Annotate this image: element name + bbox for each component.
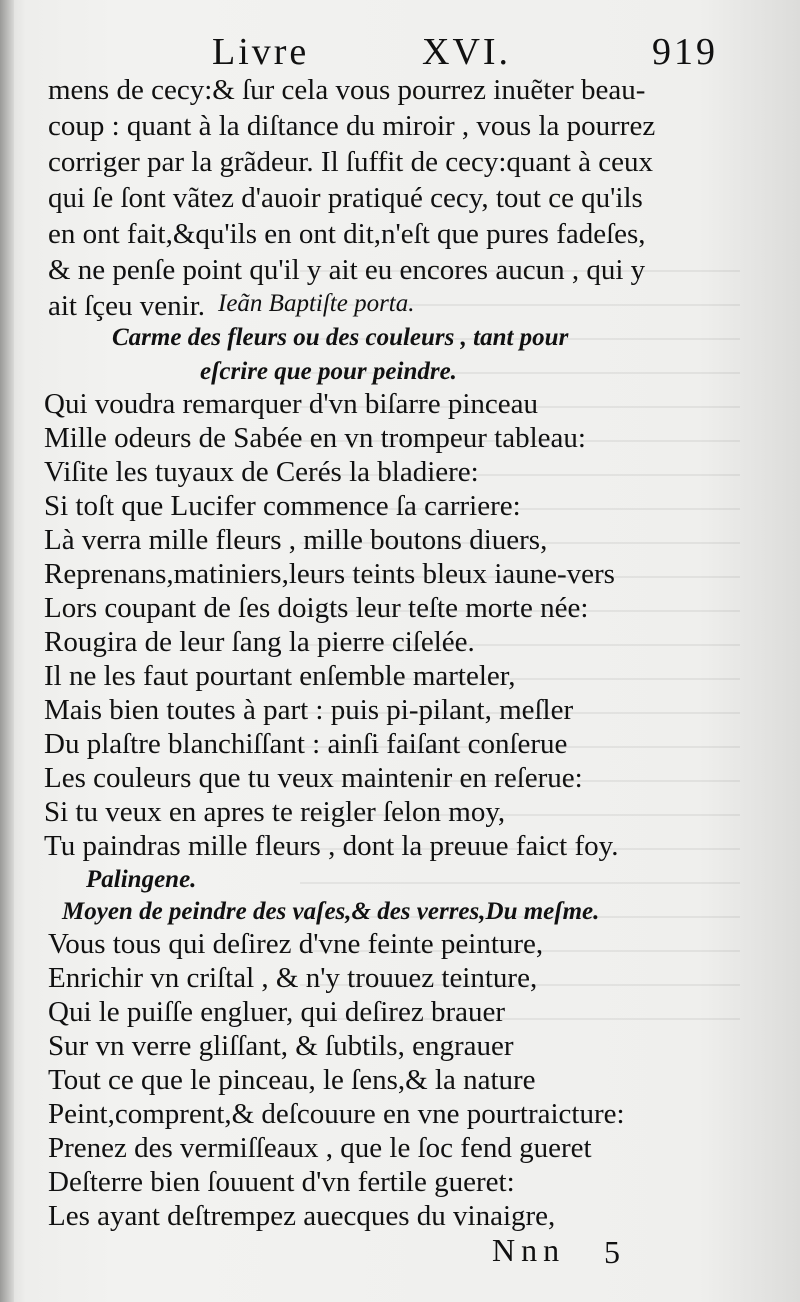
verse-line: Là verra mille fleurs , mille boutons diuers,: [44, 524, 548, 556]
verse-line: Tout ce que le pinceau, le ſens,& la nature: [48, 1064, 536, 1096]
verse-line: Sur vn verre gliſſant, & ſubtils, engrauer: [48, 1030, 514, 1062]
verse-line: Viſite les tuyaux de Cerés la bladiere:: [44, 456, 479, 488]
verse-line: Reprenans,matiniers,leurs teints bleux iaune-vers: [44, 558, 615, 590]
text-line: mens de cecy:& ſur cela vous pourrez inuẽter beau-: [48, 74, 646, 106]
verse-line: Si tu veux en apres te reigler ſelon moy,: [44, 796, 506, 828]
verse-line: Prenez des vermiſſeaux , que le ſoc fend gueret: [48, 1132, 592, 1164]
signature-mark: [492, 1232, 662, 1269]
verse-line: Il ne les faut pourtant enſemble marteler,: [44, 660, 516, 692]
page-number: 919: [652, 31, 718, 73]
verse-line: Deſterre bien ſouuent d'vn fertile gueret:: [48, 1166, 515, 1198]
text-line: coup : quant à la diſtance du miroir , vous la pourrez: [48, 110, 656, 142]
author-attribution: Ieãn Baptiſte porta.: [218, 290, 415, 317]
text-line: corriger par la grãdeur. Il ſuffit de cecy:quant à ceux: [48, 146, 653, 178]
verse-line: Qui voudra remarquer d'vn biſarre pinceau: [44, 388, 538, 420]
verse-line: Rougira de leur ſang la pierre ciſelée.: [44, 626, 475, 658]
verse-line: Mais bien toutes à part : puis pi-pilant, meſler: [44, 694, 574, 726]
text-line: ait ſçeu venir.: [48, 290, 206, 322]
text-line: & ne penſe point qu'il y ait eu encores aucun , qui y: [48, 254, 646, 286]
verse-line: Tu paindras mille fleurs , dont la preuue faict foy.: [44, 830, 619, 862]
running-header: [212, 30, 718, 76]
section-heading-continued: eſcrire que pour peindre.: [200, 358, 457, 385]
verse-line: Mille odeurs de Sabée en vn trompeur tableau:: [44, 422, 586, 454]
text-line: qui ſe ſont vãtez d'auoir pratiqué cecy, tout ce qu'ils: [48, 182, 643, 214]
verse-line: Qui le puiſſe engluer, qui deſirez brauer: [48, 996, 506, 1028]
section-heading: Moyen de peindre des vaſes,& des verres,Du meſme.: [62, 898, 600, 925]
verse-line: Les couleurs que tu veux maintenir en reſerue:: [44, 762, 583, 794]
section-heading: Carme des fleurs ou des couleurs , tant pour: [112, 324, 569, 351]
author-attribution: Palingene.: [86, 866, 197, 893]
verse-line: Enrichir vn criſtal , & n'y trouuez teinture,: [48, 962, 538, 994]
verse-line: Lors coupant de ſes doigts leur teſte morte née:: [44, 592, 589, 624]
verse-line: Si toſt que Lucifer commence ſa carriere:: [44, 490, 521, 522]
page-gutter-shadow: [0, 0, 14, 1302]
text-line: en ont fait,&qu'ils en ont dit,n'eſt que pures fadeſes,: [48, 218, 646, 250]
book-number: XVI.: [422, 31, 512, 73]
signature-number: 5: [604, 1234, 626, 1270]
signature-letters: Nnn: [492, 1232, 566, 1268]
verse-line: Les ayant deſtrempez auecques du vinaigre,: [48, 1200, 556, 1232]
verse-line: Peint,comprent,& deſcouure en vne pourtraicture:: [48, 1098, 625, 1130]
verse-line: Du plaſtre blanchiſſant : ainſi faiſant conſerue: [44, 728, 568, 760]
verse-line: Vous tous qui deſirez d'vne feinte peinture,: [48, 928, 544, 960]
running-title: Livre: [212, 31, 310, 73]
